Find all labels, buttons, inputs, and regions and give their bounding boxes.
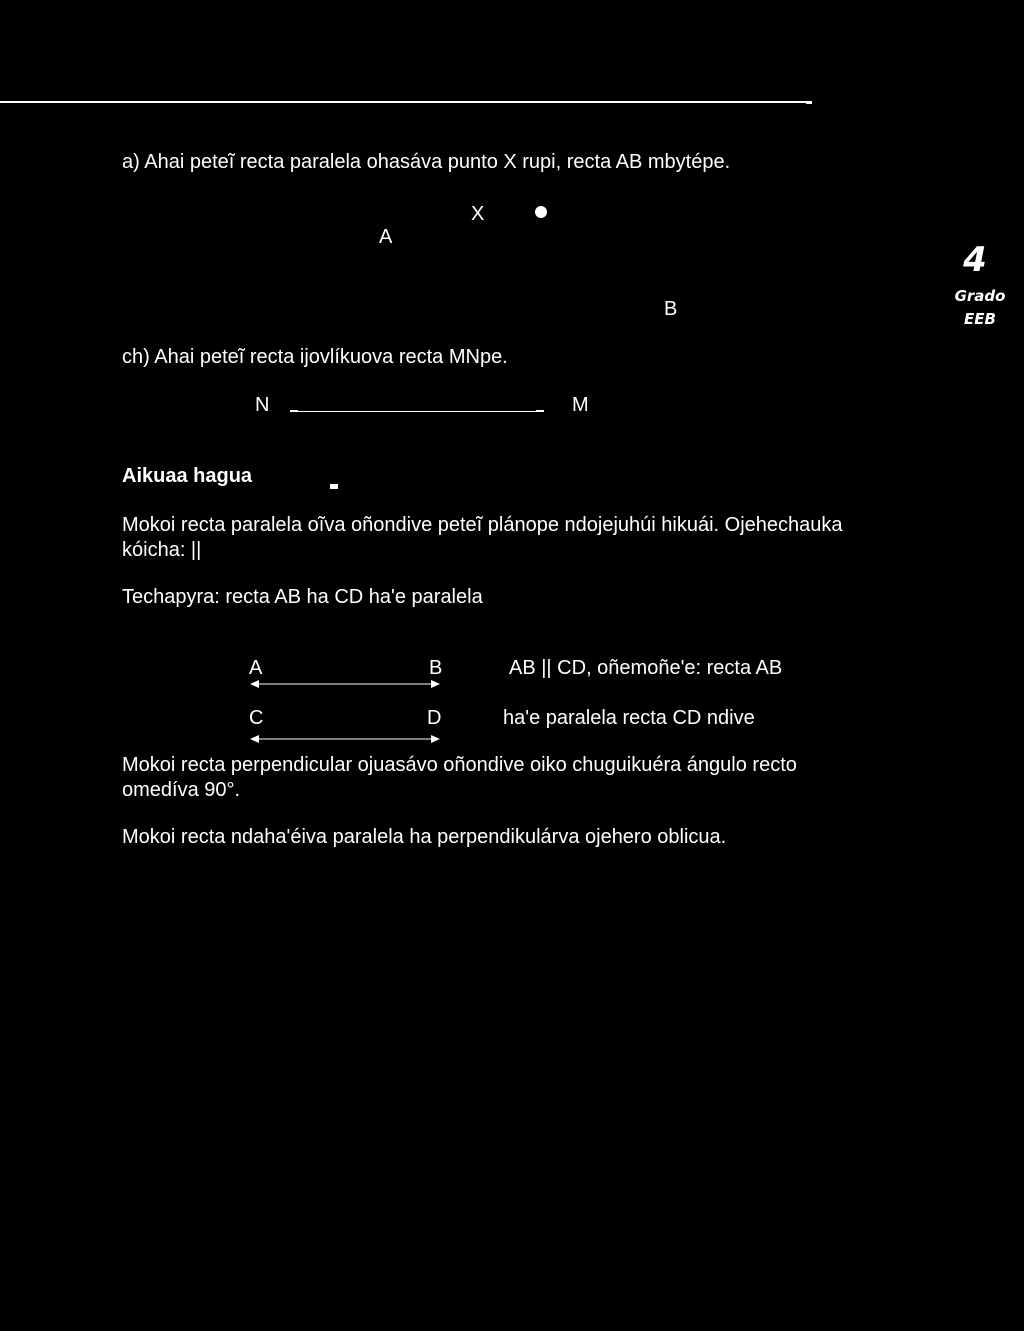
heading-mark [330,484,338,489]
point-x-dot [535,206,547,218]
line-cd-arrow [250,733,440,745]
parallel-notation-cont: ha'e paralela recta CD ndive [503,707,755,729]
segment-mn-end-m [536,410,544,412]
parallel-symbol-line: kóicha: || [122,539,202,561]
point-x-label: X [471,203,485,225]
point-n-label: N [255,394,270,416]
exercise-ch-text: ch) Ahai peteĩ recta ijovlíkuova recta MNpe. [122,346,508,368]
grade-level: EEB [964,310,996,328]
perpendicular-definition-cont: omedíva 90°. [122,779,241,801]
grade-number: 4 [963,240,987,280]
point-b-label: B [664,298,678,320]
point-m-label: M [572,394,589,416]
line-ab-label-b: B [429,657,443,679]
example-intro: Techapyra: recta AB ha CD ha'e paralela [122,586,483,608]
line-cd-label-c: C [249,707,264,729]
section-heading: Aikuaa hagua [122,465,253,487]
parallel-definition: Mokoi recta paralela oĩva oñondive peteĩ plánope ndojejuhúi hikuái. Ojehechauka [122,514,843,536]
point-a-label: A [379,226,393,248]
parallel-notation: AB || CD, oñemoñe'e: recta AB [509,657,783,679]
exercise-a-text: a) Ahai peteĩ recta paralela ohasáva punto X rupi, recta AB mbytépe. [122,151,731,173]
top-rule [0,101,810,103]
perpendicular-definition: Mokoi recta perpendicular ojuasávo oñondive oiko chuguikuéra ángulo recto [122,754,797,776]
line-ab-label-a: A [249,657,263,679]
oblique-definition: Mokoi recta ndaha'éiva paralela ha perpendikulárva ojehero oblicua. [122,826,727,848]
grade-label: Grado [954,287,1006,305]
top-rule-tick [806,101,812,104]
segment-mn [296,411,536,412]
line-ab-arrow [250,678,440,690]
line-cd-label-d: D [427,707,442,729]
